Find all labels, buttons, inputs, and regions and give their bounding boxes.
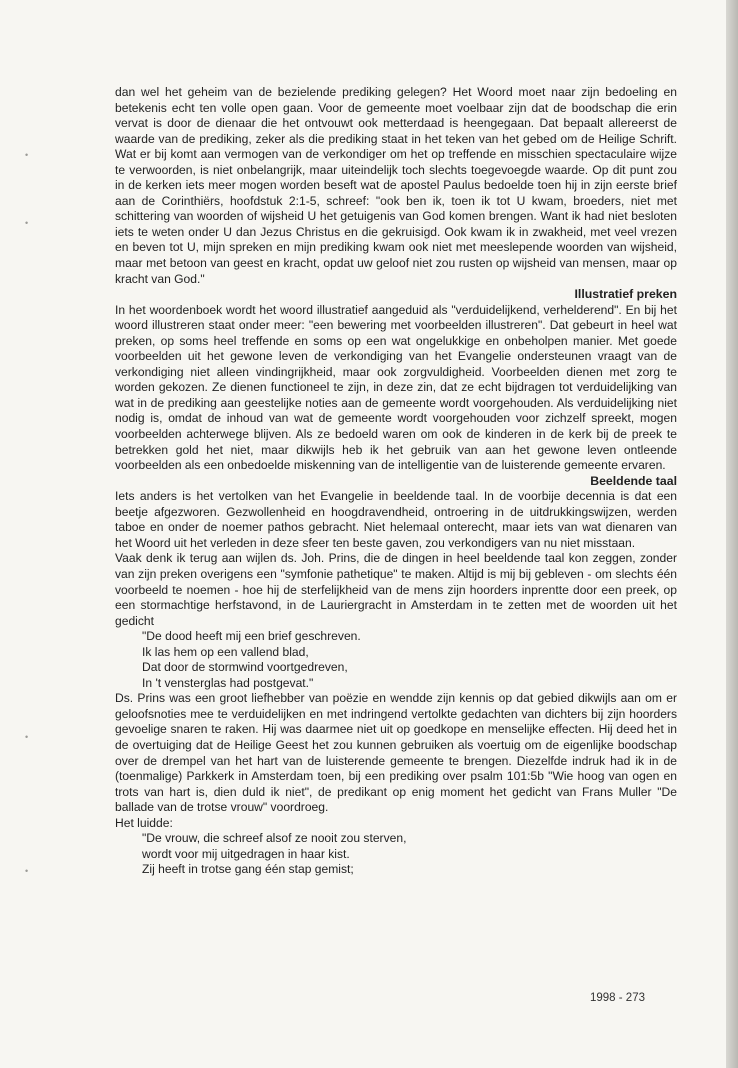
poem-line: Dat door de stormwind voortgedreven, bbox=[142, 660, 348, 675]
poem-line: Ik las hem op een vallend blad, bbox=[142, 644, 309, 659]
poem-line: In 't vensterglas had postgevat." bbox=[142, 675, 314, 690]
section-heading: Beeldende taal bbox=[590, 473, 677, 488]
poem bbox=[115, 629, 677, 691]
margin-mark: • bbox=[25, 866, 29, 876]
paragraph: Ds. Prins was een groot liefhebber van poëzie en wendde zijn kennis op dat gebied dikwijls aan om er geloofsnoties mee te verduidelijken en met indringend vertolkte gedachten van dichters bij zijn hoorders gevoelige snaren te raken. Hij was daarmee niet uit op goedkope en menselijke effecten. Hij deed het in de overtuiging dat de Heilige Geest het zou kunnen gebruiken als voertuig om de eigenlijke boodschap over de drempel van het hart van de luisterende gemeente te brengen. Diezelfde indruk had ik in de (toenmalige) Parkkerk in Amsterdam toen, bij een prediking over psalm 101:5b "Wie hoog van ogen en trots van hart is, dien duld ik niet", de predikant op enig moment het gedicht van Frans Muller "De ballade van de trotse vrouw" voordroeg. bbox=[115, 691, 677, 815]
poem-line: "De dood heeft mij een brief geschreven. bbox=[142, 629, 361, 644]
paragraph: Vaak denk ik terug aan wijlen ds. Joh. Prins, die de dingen in heel beeldende taal kon zeggen, zonder van zijn preken overigens een "symfonie pathetique" te maken. Altijd is mij bij gebleven - om slechts één voorbeeld te noemen - hoe hij de sterfelijkheid van de mens zijn hoorders inprentte door een preek, op een stormachtige herfstavond, in de Lauriergracht in Amsterdam in te zetten met de woorden uit het gedicht bbox=[115, 551, 677, 628]
poem-line: Zij heeft in trotse gang één stap gemist; bbox=[142, 862, 354, 877]
margin-mark: • bbox=[25, 150, 29, 160]
page-number: 1998 - 273 bbox=[590, 992, 645, 1004]
article-body bbox=[115, 85, 677, 878]
poem-line: wordt voor mij uitgedragen in haar kist. bbox=[142, 846, 350, 861]
paragraph: In het woordenboek wordt het woord illustratief aangeduid als "verduidelijkend, verhelderend". En bij het woord illustreren staat onder meer: "een bewering met voorbeelden illustreren". Dat gebeurt in heel wat preken, op soms heel treffende en soms op een wat ongelukkige en onbeholpen manier. Met goede voorbeelden uit het gewone leven de verkondiging van het Evangelie ondersteunen vraagt van de verkondiging niet alleen vindingrijkheid, maar ook zorgvuldigheid. Voorbeelden dienen met zorg te worden gekozen. Ze dienen functioneel te zijn, in deze zin, dat ze echt bijdragen tot verduidelijking van wat in de prediking aan geestelijke noties aan de gemeente wordt voorgehouden. Als verduidelijking niet nodig is, omdat de inhoud van wat de gemeente wordt voorgehouden voor zichzelf spreekt, mogen voorbeelden achterwege blijven. Als ze bedoeld waren om ook de kinderen in de kerk bij de preek te betrekken gold het niet, maar dikwijls heb ik het gebruik van aan het gewone leven ontleende voorbeelden als een onbedoelde miskenning van de intelligentie van de luisterende gemeente ervaren. bbox=[115, 302, 677, 473]
poem bbox=[115, 831, 677, 878]
section-heading: Illustratief preken bbox=[574, 287, 677, 302]
poem-line: "De vrouw, die schreef alsof ze nooit zou sterven, bbox=[142, 831, 407, 846]
page-edge bbox=[726, 0, 738, 1068]
paragraph: Iets anders is het vertolken van het Evangelie in beeldende taal. In de voorbije decennia is dat een beetje afgezworen. Gezwollenheid en hoogdravendheid, ontroering in de uitdrukkingswijzen, werden taboe en onder de noemer pathos gebracht. Niet helemaal onterecht, maar iets van wat dienaren van het Woord uit het verleden in deze sfeer ten beste gaven, zou verkondigers van nu niet misstaan. bbox=[115, 489, 677, 550]
paragraph: Het luidde: bbox=[115, 815, 173, 830]
paragraph: dan wel het geheim van de bezielende prediking gelegen? Het Woord moet naar zijn bedoeling en betekenis echt ten volle open gaan. Voor de gemeente moet voelbaar zijn dat de boodschap die erin vervat is door de dienaar die het ontvouwt ook metterdaad is heengegaan. Dat bepaalt allereerst de waarde van de prediking, zeker als die prediking staat in het teken van het gebed om de Heilige Schrift. Wat er bij komt aan vermogen van de verkondiger om het op treffende en misschien spectaculaire wijze te verwoorden, is niet onbelangrijk, maar uiteindelijk toch slechts toegevoegde waarde. Op dit punt zou in de kerken iets meer mogen worden beseft wat de apostel Paulus bedoelde toen hij in zijn eerste brief aan de Corinthiërs, hoofdstuk 2:1-5, schreef: "ook ben ik, toen ik tot U kwam, broeders, niet met schittering van woorden of wijsheid U het getuigenis van God komen brengen. Want ik had niet besloten iets te weten onder U dan Jezus Christus en die gekruisigd. Ook kwam ik in zwakheid, met veel vrezen en beven tot U, mijn spreken en mijn prediking kwam ook niet met meeslepende woorden van wijsheid, maar met betoon van geest en kracht, opdat uw geloof niet zou rusten op wijsheid van mensen, maar op kracht van God." bbox=[115, 85, 677, 286]
margin-mark: • bbox=[25, 732, 29, 742]
margin-mark: • bbox=[25, 218, 29, 228]
